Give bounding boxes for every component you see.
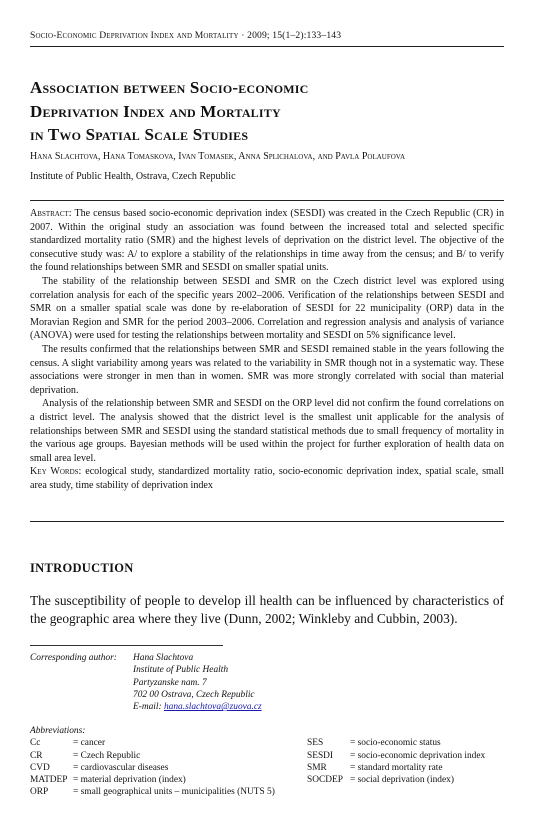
address-line: Partyzanske nam. 7 <box>133 677 207 688</box>
abstract-bottom-rule <box>30 521 504 522</box>
footnote-rule <box>30 645 223 646</box>
introduction-text: The susceptibility of people to develop ill health can be influenced by characteristics of the geographic area where they live (Dunn, 2002; Winkleby and Cubbin, 2003). <box>30 593 504 626</box>
abstract-label: Abstract: <box>30 208 72 219</box>
header-rule <box>30 46 504 47</box>
keywords-label: Key Words: <box>30 466 82 478</box>
address-line: Institute of Public Health <box>133 665 229 676</box>
abbreviations-title: Abbreviations: <box>30 726 86 736</box>
corresponding-name: Hana Slachtova <box>133 653 194 663</box>
keywords: Key Words: ecological study, standardized mortality ratio, socio-economic deprivation index, spatial scale, small area study, time stability of deprivation index <box>30 466 504 491</box>
abbreviations-list: Cc = cancer CR = Czech Republic CVD = cardiovascular diseases MATDEP = material deprivation (index) ORP = small geographical units – municipalities (NUTS 5) SES = socio-economic status SESDI = socio-economic deprivation index SMR = standard mortality rate SOCDEP = social deprivation (index) <box>30 738 486 798</box>
address-line: 702 00 Ostrava, Czech Republic <box>133 689 255 700</box>
corresponding-label: Corresponding author: <box>30 653 117 663</box>
article-title <box>30 76 504 147</box>
abstract-paragraph: The stability of the relationship between SESDI and SMR on the Czech district level was explored using correlation analysis for each of the specific years 2002–2006. Verification of the relationships between SESDI and SMR on a smaller spatial scale was done by re-elaboration of SESDI for 22 municipality (ORP) data in the Moravian Region and SMR for the period 2003–2006. Correlation and regression analysis and analysis of variance (ANOVA) were used for testing the relationships between mortality and SESDI on 5% significance level. <box>30 275 504 342</box>
title-line: in Two Spatial Scale Studies <box>30 125 249 144</box>
title-line: Association between Socio-economic <box>30 78 309 97</box>
author-list: Hana Slachtova, Hana Tomaskova, Ivan Tomasek, Anna Splichalova, and Pavla Polaufova <box>30 151 405 162</box>
title-line: Deprivation Index and Mortality <box>30 101 281 121</box>
abstract-paragraph: Analysis of the relationship between SMR and SESDI on the ORP level did not confirm the found correlations on a district level. The analysis showed that the district level is the smallest unit applicable for the analysis of relationships between SMR and SESDI using the standard statistical methods due to small frequency of mortality in the various age groups. Bayesian methods will be used within the project for further exploration of health data on small area level. <box>30 398 504 464</box>
email-line <box>133 701 262 713</box>
section-heading: INTRODUCTION <box>30 561 134 575</box>
running-head-separator: · <box>241 30 245 41</box>
journal-running-title: Socio-Economic Deprivation Index and Mortality <box>30 30 239 41</box>
corresponding-address <box>133 652 262 713</box>
abstract-paragraph: The results confirmed that the relationships between SMR and SESDI remained stable in the years following the census. A slight variability among years was related to the variability in SMR though not in a systematic way. These associations were stronger in men than in women. SMR was more strongly correlated with social than material deprivation. <box>30 343 504 396</box>
email-label: E-mail: <box>133 702 162 713</box>
abstract-paragraph: Abstract: The census based socio-economic deprivation index (SESDI) was created in the Czech Republic (CR) in 2007. Within the original study an association was found between the increased total and selected specific standardized mortality ratio (SMR) and the highest levels of deprivation on the district level. The objective of the consecutive study was: A/ to explore a stability of the relationships in time away from the census; and B/ to verify the found relationships between SMR and SESDI on smaller spatial units. <box>30 208 504 274</box>
email-link[interactable]: hana.slachtova@zuova.cz <box>163 702 262 713</box>
affiliation: Institute of Public Health, Ostrava, Czech Republic <box>30 171 236 182</box>
abstract <box>30 207 504 492</box>
corresponding-author <box>30 652 504 726</box>
running-head <box>30 30 504 41</box>
footnote <box>30 652 504 797</box>
citation: 2009; 15(1–2):133–143 <box>247 30 342 41</box>
abstract-top-rule <box>30 200 504 201</box>
